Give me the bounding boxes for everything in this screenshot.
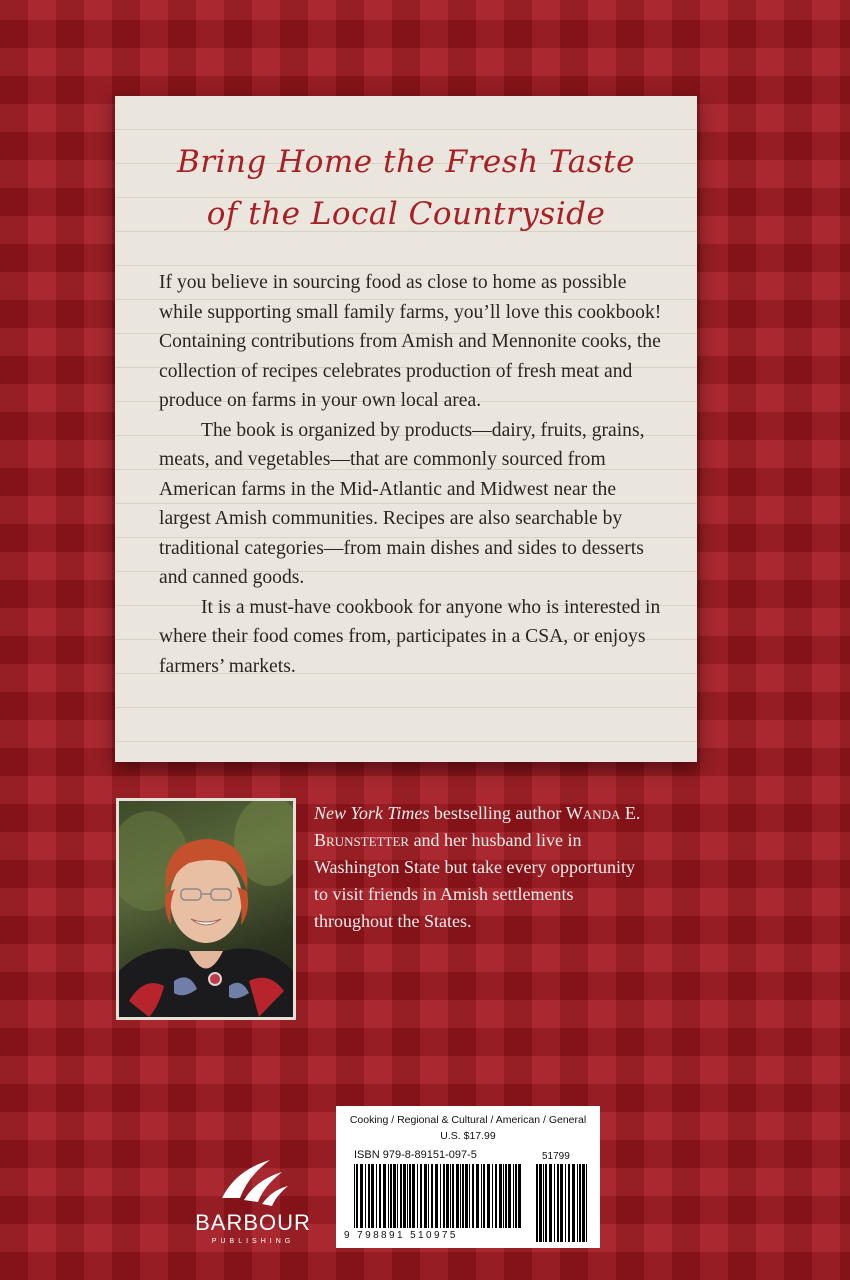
description-paragraph-3: It is a must-have cookbook for anyone who is interested in where their food comes from, participates in a CSA, or enjoys farmers’ markets. [159,596,661,677]
headline [115,136,697,240]
barcode-bar [409,1164,411,1228]
author-bio [314,800,644,935]
barcode-bar [407,1164,408,1228]
description-paragraph-1: If you believe in sourcing food as close to home as possible while supporting small family farms, you’ll love this cookbook! Containing contributions from Amish and Mennonite cooks, the collection of recipes celebrates production of fresh meat and produce on farms in your own local area. [159,272,662,411]
isbn-label: ISBN 979-8-89151-097-5 [354,1149,477,1161]
barcode-bar [420,1164,422,1228]
barcode-bar [483,1164,485,1228]
barcode-bar [565,1164,566,1242]
barcode-bar [536,1164,538,1242]
barcode-bar [469,1164,470,1228]
author-name: Wanda E. Brunstetter [314,803,641,850]
barcode-bar [549,1164,552,1242]
author-portrait-illustration [119,801,293,1017]
price-code: 51799 [542,1151,570,1162]
barcode-bar [365,1164,366,1228]
barcode-bar [508,1164,511,1228]
barcode-bar [424,1164,427,1228]
barcode-bar [431,1164,433,1228]
bio-text-1: bestselling author [429,803,566,823]
barcode-bar [518,1164,521,1228]
barcode-bar [499,1164,502,1228]
barcode-bar [503,1164,504,1228]
headline-line-2: of the Local Countryside [206,196,606,232]
bisac-category: Cooking / Regional & Cultural / American / General [349,1114,587,1126]
barcode-bar [472,1164,474,1228]
barcode-bar [354,1164,355,1228]
book-swoosh-icon [178,1150,328,1210]
barcode-bar [513,1164,514,1228]
barcode-bar [586,1164,587,1242]
description-paragraph-2: The book is organized by products—dairy, fruits, grains, meats, and vegetables—that are commonly sourced from American farms in the Mid-Atlantic and Midwest near the largest Amish communities. Recipes are also searchable by traditional categories—from main dishes and sides to desserts and canned goods. [159,419,645,588]
barcode-bar [487,1164,490,1228]
barcode-bar [572,1164,575,1242]
barcode-bar [568,1164,570,1242]
bio-text-2: and her husband live in Washington State but take every opportunity to visit friends in Amish settlements throughout the States. [314,830,635,931]
barcode-bar [360,1164,363,1228]
barcode-bar [579,1164,581,1242]
barcode-bar [390,1164,392,1228]
barcode-bar [543,1164,544,1242]
barcode-bar [560,1164,563,1242]
publisher-sub: PUBLISHING [211,1238,295,1245]
barcode-bar [383,1164,386,1228]
publisher-logo [178,1150,328,1250]
barcode-bar [465,1164,468,1228]
description-panel [115,96,697,762]
price-barcode [536,1164,588,1242]
publication-name: New York Times [314,803,430,823]
barcode-bar [368,1164,370,1228]
barcode-bar [379,1164,381,1228]
barcode-bar [505,1164,507,1228]
publisher-name: BARBOUR [195,1210,311,1235]
barcode-bar [403,1164,406,1228]
barcode-bar [545,1164,547,1242]
headline-line-1: Bring Home the Fresh Taste [177,144,635,180]
barcode-bar [440,1164,441,1228]
barcode-bar [582,1164,585,1242]
barcode-bar [376,1164,377,1228]
barcode-bar [450,1164,451,1228]
barcode-bar [417,1164,418,1228]
barcode-bar [495,1164,497,1228]
barcode-bar [412,1164,415,1228]
barcode-bar [557,1164,559,1242]
barcode-bar [481,1164,482,1228]
barcode-bar [554,1164,555,1242]
barcode-bar [397,1164,398,1228]
description-text [159,268,669,681]
barcode-bar [446,1164,449,1228]
barcode-bar [577,1164,578,1242]
barcode-bar [460,1164,461,1228]
barcode-digits: 9 798891 510975 [344,1230,458,1241]
barcode-bar [443,1164,445,1228]
barcode-bar [452,1164,454,1228]
barcode-bar [539,1164,542,1242]
barcode-bar [371,1164,374,1228]
barcode-block [336,1106,600,1248]
author-photo [116,798,296,1020]
price-label: U.S. $17.99 [440,1130,496,1142]
barcode-bar [388,1164,389,1228]
barcode-bar [462,1164,464,1228]
barcode-bar [435,1164,438,1228]
barcode-bar [356,1164,358,1228]
barcode-bar [492,1164,493,1228]
barcode-bar [476,1164,479,1228]
barcode-bar [515,1164,517,1228]
barcode-bar [456,1164,459,1228]
isbn-barcode [354,1164,522,1228]
barcode-bar [400,1164,402,1228]
barcode-bar [393,1164,396,1228]
barcode-bar [428,1164,429,1228]
